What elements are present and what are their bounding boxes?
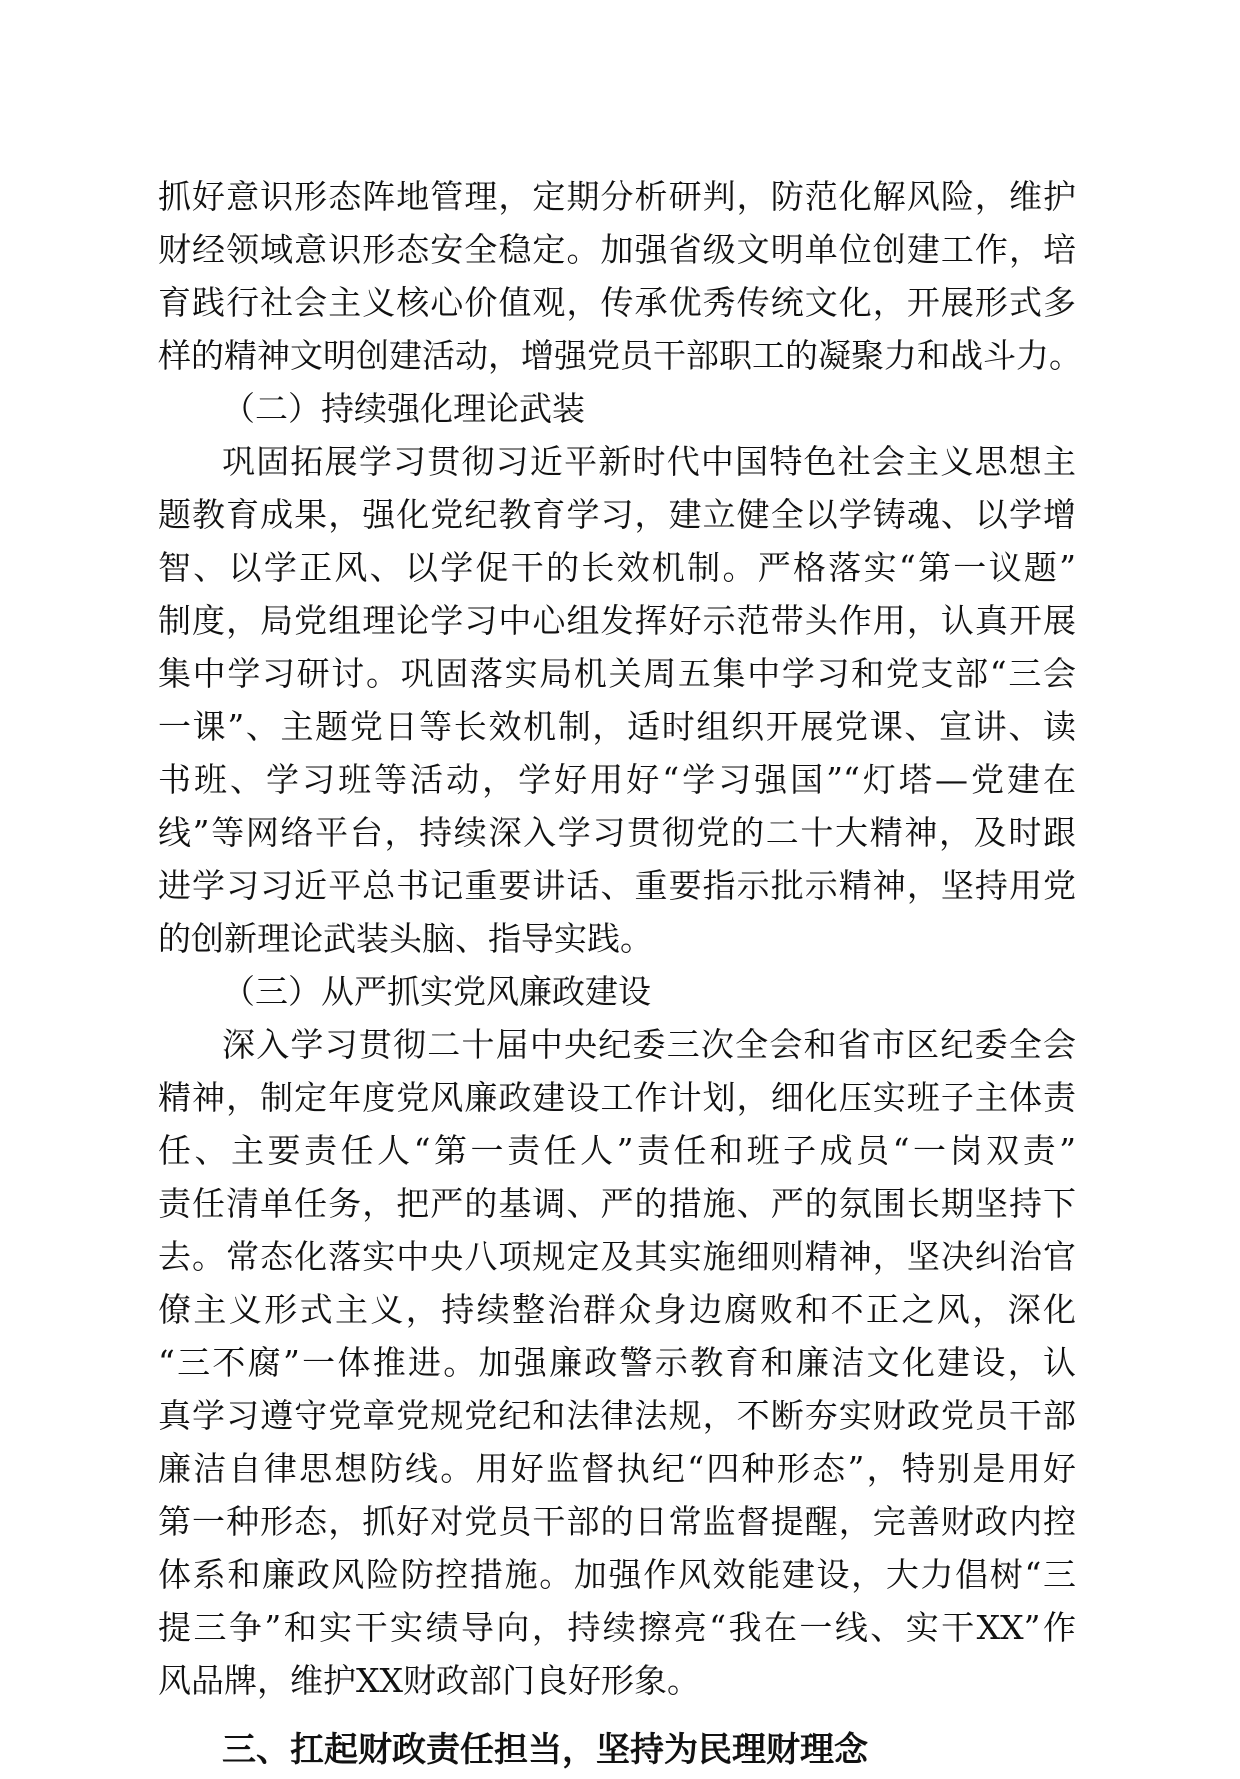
part-title: 三、扛起财政责任担当，坚持为民理财理念 <box>222 1730 868 1770</box>
paragraph-line: 真学习遵守党章党规党纪和法律法规，不断夯实财政党员干部 <box>158 1396 1076 1435</box>
document-page <box>158 170 1082 1779</box>
section-heading-2: （二）持续强化理论武装 <box>222 389 585 428</box>
paragraph-line: 制度，局党组理论学习中心组发挥好示范带头作用，认真开展 <box>158 601 1076 640</box>
paragraph-line: 风品牌，维护XX财政部门良好形象。 <box>158 1661 700 1700</box>
paragraph-line: 第一种形态，抓好对党员干部的日常监督提醒，完善财政内控 <box>158 1502 1076 1541</box>
paragraph-line: 责任清单任务，把严的基调、严的措施、严的氛围长期坚持下 <box>158 1184 1076 1223</box>
paragraph-line: 巩固拓展学习贯彻习近平新时代中国特色社会主义思想主 <box>222 442 1076 481</box>
section-3-paragraph <box>158 1018 1076 1707</box>
paragraph-line: 一课”、主题党日等长效机制，适时组织开展党课、宣讲、读 <box>158 707 1076 746</box>
intro-paragraph <box>158 170 1082 382</box>
paragraph-line: 进学习习近平总书记重要讲话、重要指示批示精神，坚持用党 <box>158 866 1076 905</box>
paragraph-line: 育践行社会主义核心价值观，传承优秀传统文化，开展形式多 <box>158 283 1076 322</box>
paragraph-line: 深入学习贯彻二十届中央纪委三次全会和省市区纪委全会 <box>222 1025 1076 1064</box>
paragraph-line: 智、以学正风、以学促干的长效机制。严格落实“第一议题” <box>158 548 1076 587</box>
paragraph-line: 任、主要责任人“第一责任人”责任和班子成员“一岗双责” <box>158 1131 1076 1170</box>
paragraph-line: 财经领域意识形态安全稳定。加强省级文明单位创建工作，培 <box>158 230 1076 269</box>
paragraph-line: 题教育成果，强化党纪教育学习，建立健全以学铸魂、以学增 <box>158 495 1076 534</box>
paragraph-line: 廉洁自律思想防线。用好监督执纪“四种形态”，特别是用好 <box>158 1449 1076 1488</box>
paragraph-line: 线”等网络平台，持续深入学习贯彻党的二十大精神，及时跟 <box>158 813 1076 852</box>
paragraph-line: 抓好意识形态阵地管理，定期分析研判，防范化解风险，维护 <box>158 177 1076 216</box>
paragraph-line: 样的精神文明创建活动，增强党员干部职工的凝聚力和战斗力。 <box>158 336 1082 375</box>
paragraph-line: 精神，制定年度党风廉政建设工作计划，细化压实班子主体责 <box>158 1078 1076 1117</box>
section-2-paragraph <box>158 435 1076 965</box>
section-heading-3: （三）从严抓实党风廉政建设 <box>222 972 651 1011</box>
paragraph-line: 僚主义形式主义，持续整治群众身边腐败和不正之风，深化 <box>158 1290 1076 1329</box>
paragraph-line: 提三争”和实干实绩导向，持续擦亮“我在一线、实干XX”作 <box>158 1608 1076 1647</box>
paragraph-line: 的创新理论武装头脑、指导实践。 <box>158 919 653 958</box>
paragraph-line: 书班、学习班等活动，学好用好“学习强国”“灯塔—党建在 <box>158 760 1076 799</box>
paragraph-line: 集中学习研讨。巩固落实局机关周五集中学习和党支部“三会 <box>158 654 1076 693</box>
paragraph-line: 去。常态化落实中央八项规定及其实施细则精神，坚决纠治官 <box>158 1237 1076 1276</box>
paragraph-line: “三不腐”一体推进。加强廉政警示教育和廉洁文化建设，认 <box>158 1343 1076 1382</box>
paragraph-line: 体系和廉政风险防控措施。加强作风效能建设，大力倡树“三 <box>158 1555 1076 1594</box>
